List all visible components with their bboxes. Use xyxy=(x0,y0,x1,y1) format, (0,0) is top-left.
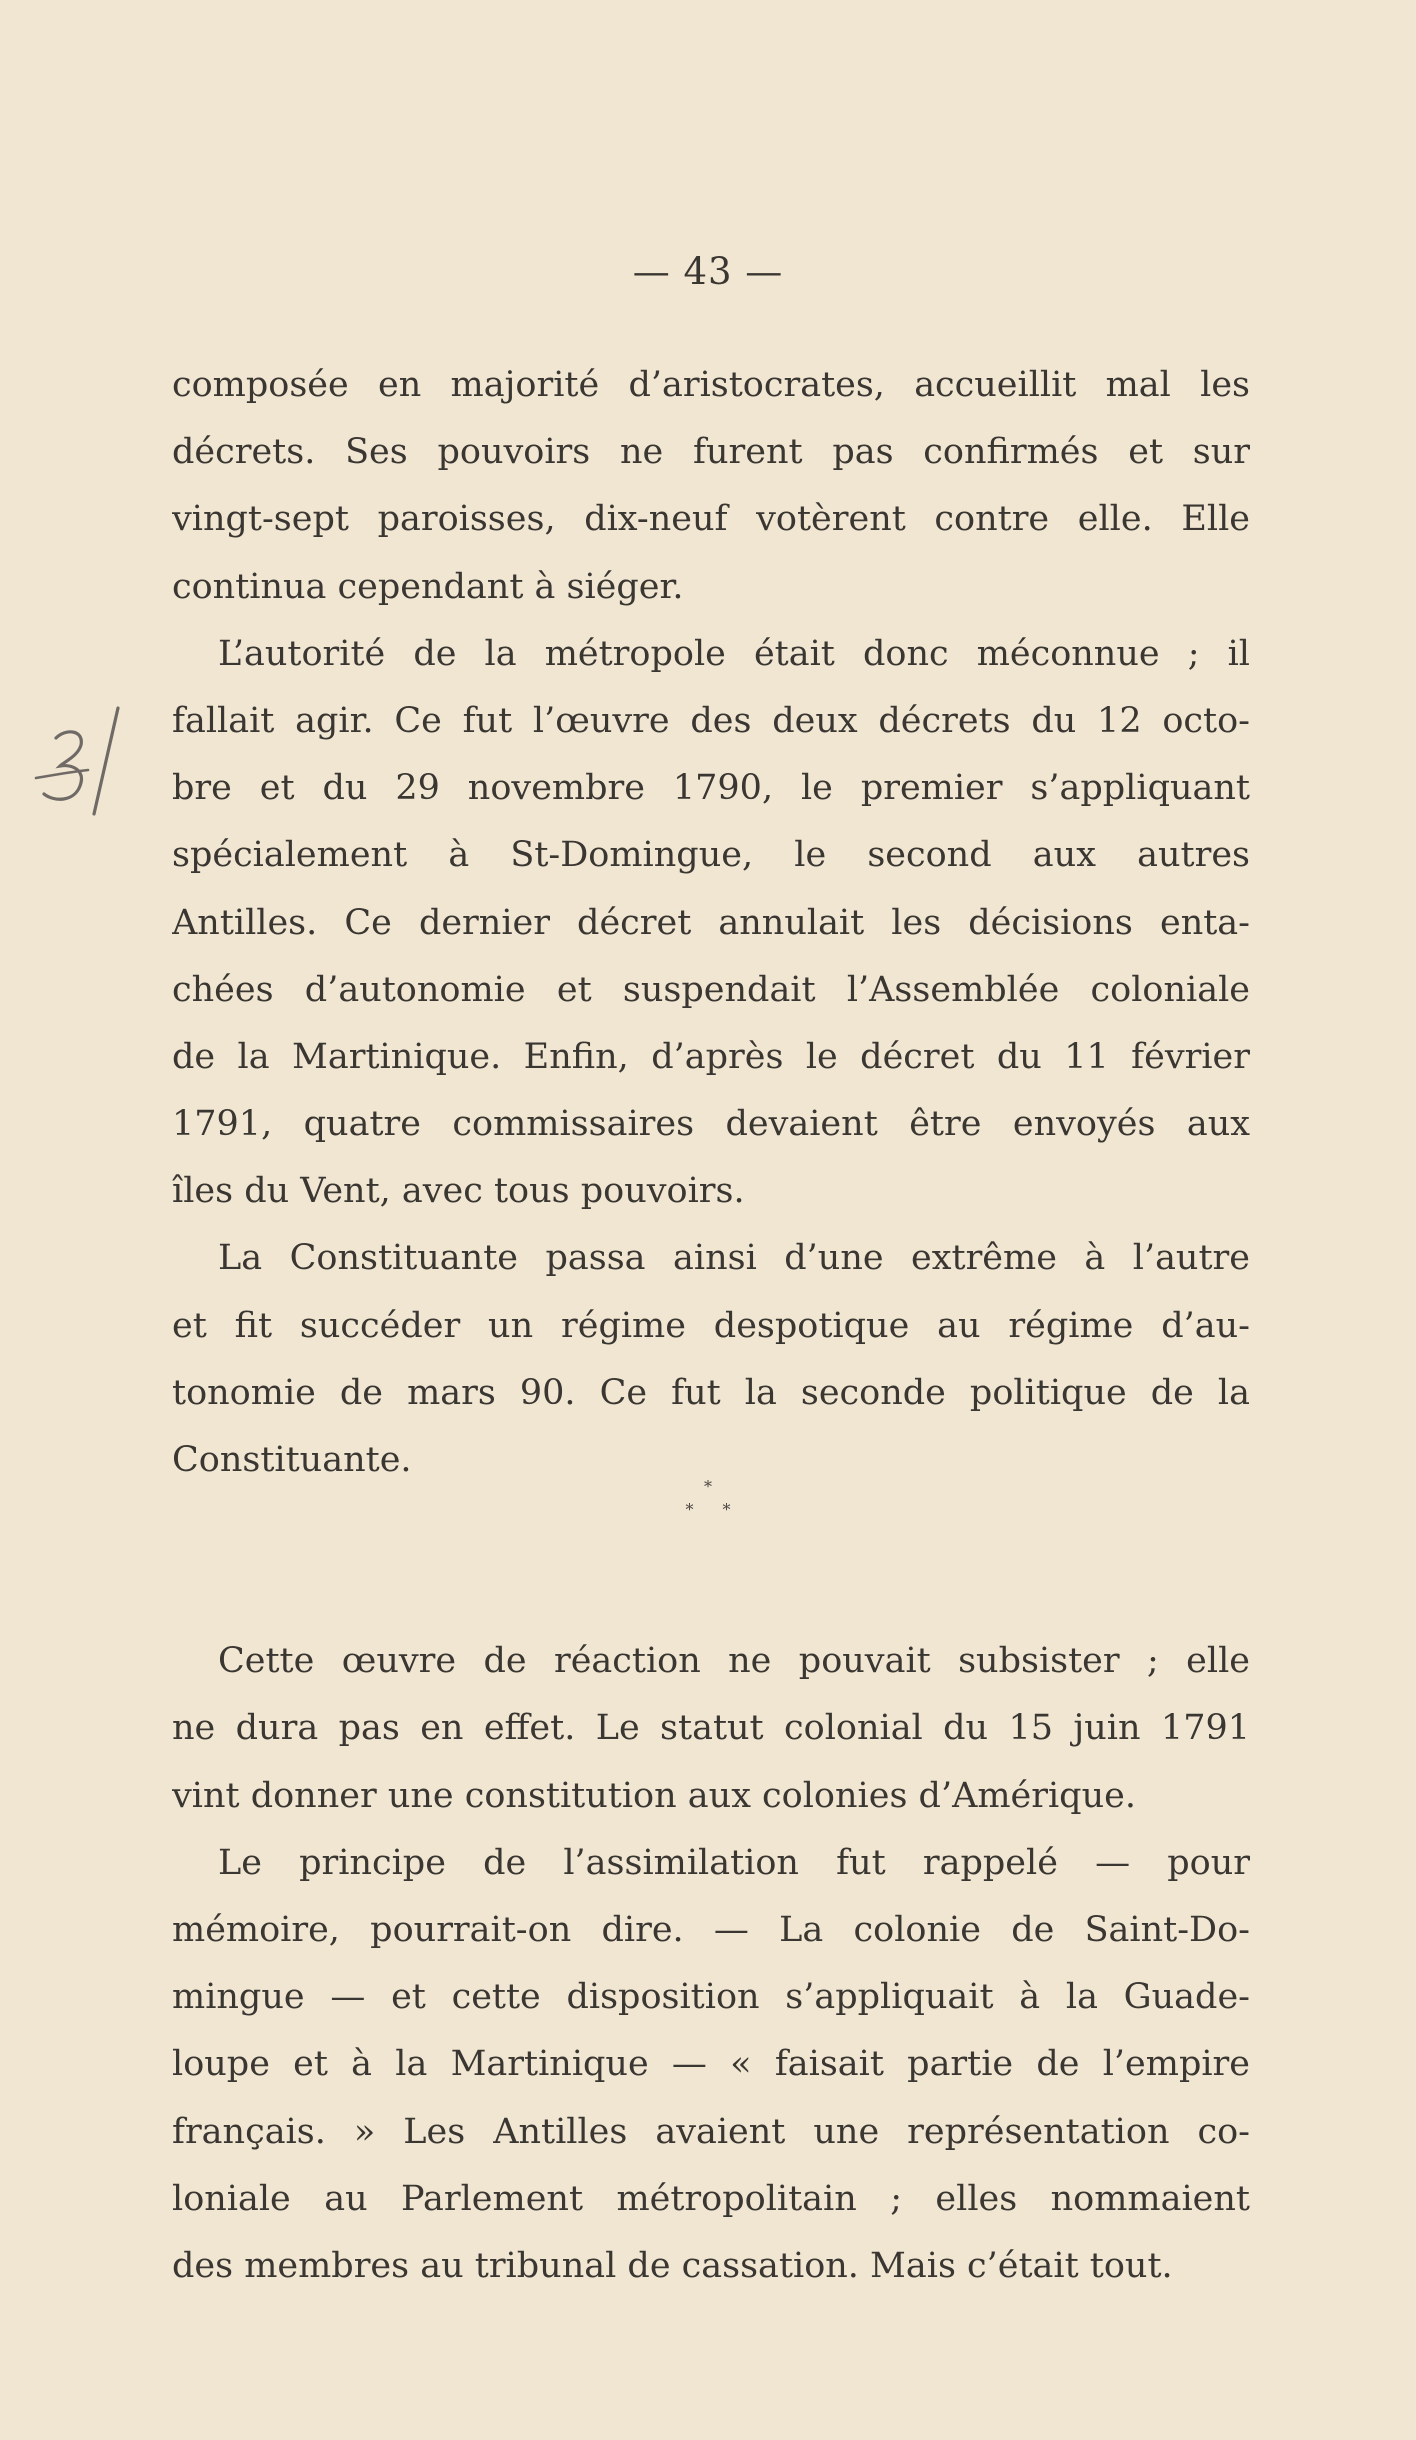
section-separator-bottom: * * xyxy=(685,1500,743,1519)
text-line: décrets. Ses pouvoirs ne furent pas confirmés et sur xyxy=(172,432,1250,473)
text-line: Constituante. xyxy=(172,1440,412,1480)
section-separator-top: * xyxy=(704,1477,712,1496)
text-line: L’autorité de la métropole était donc méconnue ; il xyxy=(218,633,1250,674)
text-line: tonomie de mars 90. Ce fut la seconde politique de la xyxy=(172,1372,1250,1413)
text-line: Le principe de l’assimilation fut rappelé — pour xyxy=(218,1842,1250,1883)
text-line: 1791, quatre commissaires devaient être envoyés aux xyxy=(172,1104,1250,1145)
body-text xyxy=(172,352,1250,2300)
page-number: — 43 — xyxy=(632,250,784,293)
text-line: chées d’autonomie et suspendait l’Assemblée coloniale xyxy=(172,969,1250,1010)
text-line: continua cependant à siéger. xyxy=(172,566,684,607)
text-line: Cette œuvre de réaction ne pouvait subsister ; elle xyxy=(218,1641,1250,1682)
text-line: fallait agir. Ce fut l’œuvre des deux décrets du 12 octo- xyxy=(172,700,1250,741)
text-line: La Constituante passa ainsi d’une extrême à l’autre xyxy=(218,1238,1250,1279)
text-line: spécialement à St-Domingue, le second aux autres xyxy=(172,835,1250,876)
text-line: loniale au Parlement métropolitain ; elles nommaient xyxy=(172,2178,1250,2219)
text-line: vint donner une constitution aux colonies d’Amérique. xyxy=(172,1775,1136,1816)
text-line: loupe et à la Martinique — « faisait partie de l’empire xyxy=(172,2044,1250,2085)
pencil-annotation-icon xyxy=(26,690,136,820)
text-line: et fit succéder un régime despotique au régime d’au- xyxy=(172,1305,1250,1346)
text-line: îles du Vent, avec tous pouvoirs. xyxy=(172,1171,745,1212)
text-line: des membres au tribunal de cassation. Mais c’était tout. xyxy=(172,2245,1173,2286)
text-line: de la Martinique. Enfin, d’après le décret du 11 février xyxy=(172,1036,1250,1077)
text-line: mémoire, pourrait-on dire. — La colonie de Saint-Do- xyxy=(172,1909,1250,1950)
text-line: Antilles. Ce dernier décret annulait les décisions enta- xyxy=(172,902,1250,943)
text-line: composée en majorité d’aristocrates, accueillit mal les xyxy=(172,365,1250,405)
handwritten-margin-note xyxy=(26,690,136,820)
text-line: vingt-sept paroisses, dix-neuf votèrent contre elle. Elle xyxy=(172,499,1250,540)
text-line: mingue — et cette disposition s’appliquait à la Guade- xyxy=(172,1977,1250,2018)
text-line: bre et du 29 novembre 1790, le premier s’appliquant xyxy=(172,768,1250,809)
text-line: ne dura pas en effet. Le statut colonial du 15 juin 1791 xyxy=(172,1708,1250,1749)
text-line: français. » Les Antilles avaient une représentation co- xyxy=(172,2111,1250,2152)
